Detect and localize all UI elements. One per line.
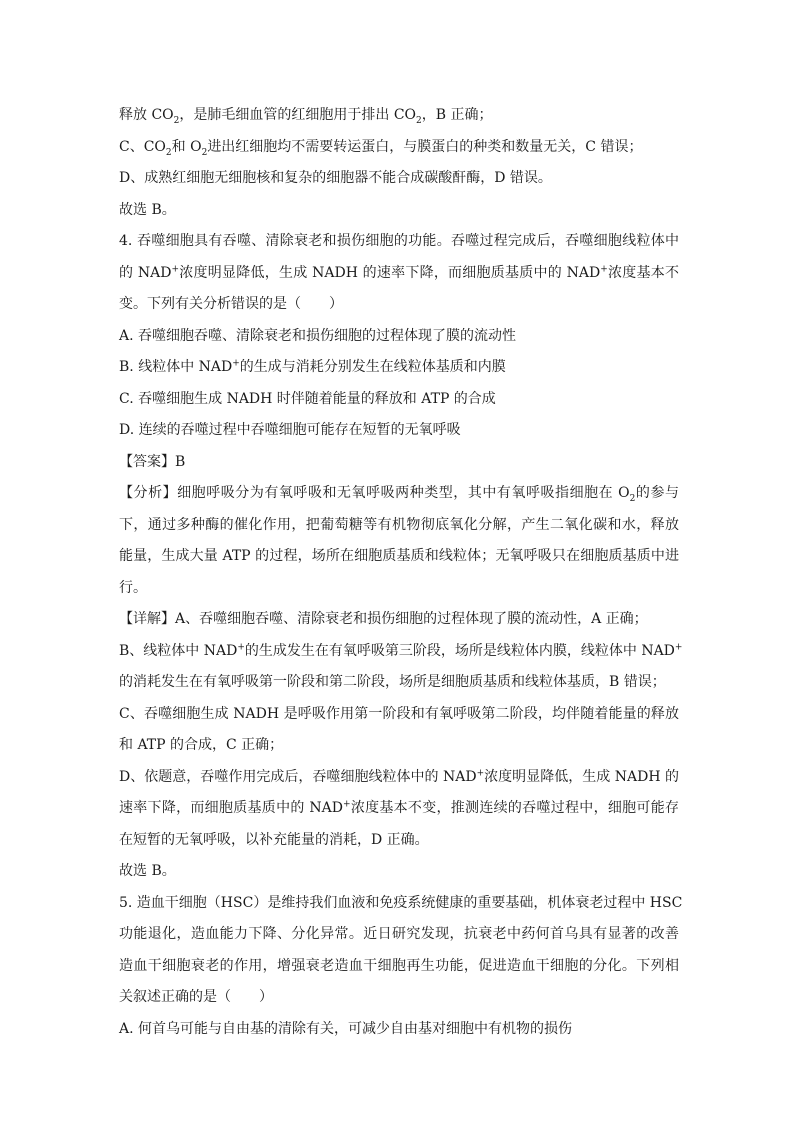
q4-analysis-line-3: 能量，生成大量 ATP 的过程，场所在细胞质基质和线粒体；无氧呼吸只在细胞质基质中进 [119,548,679,564]
q4-analysis-line-2: 下，通过多种酶的催化作用，把葡萄糖等有机物彻底氧化分解，产生二氧化碳和水，释放 [119,516,679,533]
q4-analysis-line-4: 行。 [119,579,147,596]
q4-detail-line-1: 【详解】A、吞噬细胞吞噬、清除衰老和损伤细胞的过程体现了膜的流动性，A 正确； [119,611,648,627]
q4-detail-line-3: 的消耗发生在有氧呼吸第一阶段和第二阶段，场所是细胞质基质和线粒体基质，B 错误； [119,674,666,690]
q3-option-c-analysis: C、$CO_2$和 $O_2$进出红细胞均不需要转运蛋白，与膜蛋白的种类和数量无关，C 错误； [119,138,643,158]
q4-detail-line-4: C、吞噬细胞生成 NADH 是呼吸作用第一阶段和有氧呼吸第二阶段，均伴随着能量的释放 [119,705,679,722]
q4-detail-line-7: 速率下降，而细胞质基质中的 NAD+浓度基本不变，推测连续的吞噬过程中，细胞可能存 [119,799,679,816]
q4-option-a: A. 吞噬细胞吞噬、清除衰老和损伤细胞的过程体现了膜的流动性 [119,327,517,344]
q4-detail-line-8: 在短暂的无氧呼吸，以补充能量的消耗，D 正确。 [119,831,429,848]
document-body [119,100,683,1045]
q3-conclusion: 故选 B。 [119,201,176,218]
q4-stem-line-3: 变。下列有关分析错误的是（ ） [119,296,343,312]
q4-detail-line-5: 和 ATP 的合成，C 正确； [119,737,284,753]
q4-detail-line-2: B、线粒体中 NAD+的生成发生在有氧呼吸第三阶段，场所是线粒体内膜，线粒体中 NAD+ [119,641,683,659]
q3-option-b-analysis-cont: 释放 $CO_2$，是肺毛细血管的红细胞用于排出 $CO_2$，B 正确； [119,107,493,126]
q5-stem-line-4: 关叙述正确的是（ ） [119,989,273,1005]
q5-stem-line-1: 5. 造血干细胞（HSC）是维持我们血液和免疫系统健康的重要基础，机体衰老过程中 HSC [119,894,683,911]
q4-conclusion: 故选 B。 [119,863,176,879]
q5-stem-line-2: 功能退化，造血能力下降、分化异常。近日研究发现，抗衰老中药何首乌具有显著的改善 [119,926,679,942]
q4-stem-line-1: 4. 吞噬细胞具有吞噬、清除衰老和损伤细胞的功能。吞噬过程完成后，吞噬细胞线粒体中 [119,233,679,249]
q5-stem-line-3: 造血干细胞衰老的作用，增强衰老造血干细胞再生功能，促进造血干细胞的分化。下列相 [119,957,679,974]
q4-detail-line-6: D、依题意，吞噬作用完成后，吞噬细胞线粒体中的 NAD+浓度明显降低，生成 NADH 的 [119,767,679,785]
q3-option-d-analysis: D、成熟红细胞无细胞核和复杂的细胞器不能合成碳酸酐酶，D 错误。 [119,170,552,186]
q4-analysis-line-1: 【分析】细胞呼吸分为有氧呼吸和无氧呼吸两种类型，其中有氧呼吸指细胞在 $O_2$的参与 [119,485,679,504]
q4-option-d: D. 连续的吞噬过程中吞噬细胞可能存在短暂的无氧呼吸 [119,422,461,438]
q5-option-a: A. 何首乌可能与自由基的清除有关，可减少自由基对细胞中有机物的损伤 [119,1020,573,1037]
q4-option-b: B. 线粒体中 NAD+的生成与消耗分别发生在线粒体基质和内膜 [119,358,506,375]
q4-option-c: C. 吞噬细胞生成 NADH 时伴随着能量的释放和 ATP 的合成 [119,390,496,407]
q4-stem-line-2: 的 NAD+浓度明显降低，生成 NADH 的速率下降，而细胞质基质中的 NAD+浓度基本不 [119,263,679,281]
q4-answer: 【答案】B [119,453,186,470]
